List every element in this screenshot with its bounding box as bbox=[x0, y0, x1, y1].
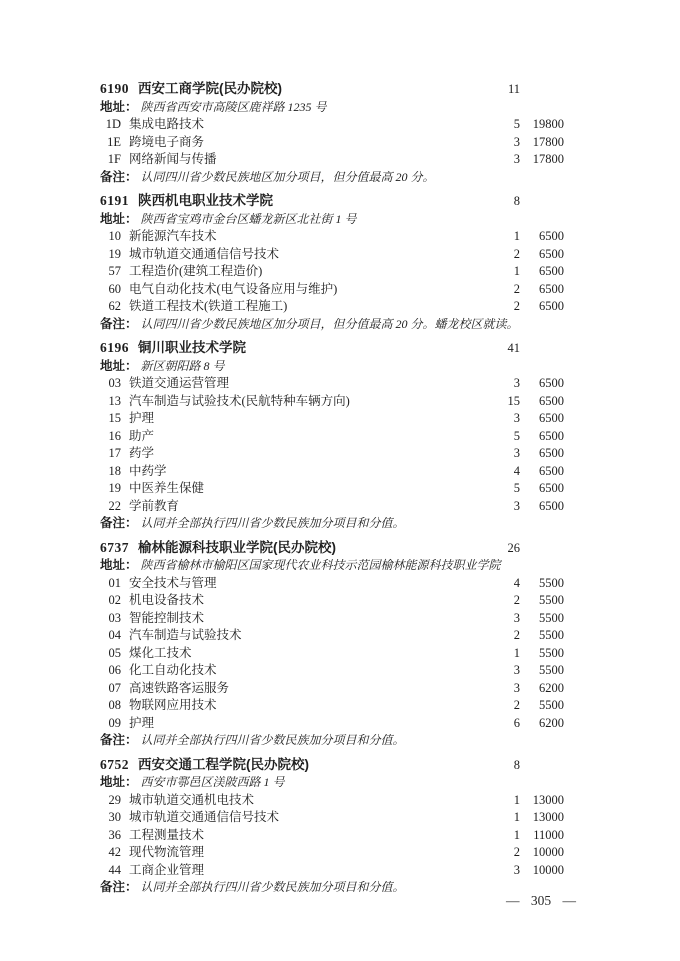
major-fee: 6500 bbox=[539, 446, 564, 460]
school-name: 陕西机电职业技术学院 bbox=[138, 193, 273, 208]
school-total-quota: 11 bbox=[507, 82, 520, 96]
school-block-6190 bbox=[100, 80, 564, 186]
major-name: 工程造价(建筑工程造价) bbox=[129, 264, 263, 278]
address-line bbox=[100, 557, 564, 575]
major-quota: 3 bbox=[513, 680, 520, 695]
major-fee: 19800 bbox=[532, 117, 564, 131]
note-line bbox=[100, 732, 564, 750]
major-quota: 1 bbox=[513, 827, 520, 842]
major-row bbox=[100, 393, 564, 411]
major-quota: 3 bbox=[513, 411, 520, 425]
major-code: 19 bbox=[108, 246, 121, 261]
major-fee: 6500 bbox=[539, 264, 564, 278]
major-code: 62 bbox=[108, 299, 121, 313]
major-name: 跨境电子商务 bbox=[129, 134, 205, 149]
note-line bbox=[100, 879, 564, 897]
major-name: 化工自动化技术 bbox=[129, 663, 217, 677]
major-fee: 5500 bbox=[539, 628, 564, 642]
major-fee: 6500 bbox=[539, 281, 564, 296]
school-header bbox=[100, 192, 564, 211]
major-row bbox=[100, 498, 564, 516]
major-code: 1E bbox=[107, 134, 121, 149]
major-code: 03 bbox=[108, 376, 121, 390]
major-fee: 5500 bbox=[539, 698, 564, 712]
major-row bbox=[100, 463, 564, 481]
major-code: 13 bbox=[108, 393, 121, 408]
major-quota: 3 bbox=[513, 862, 520, 877]
major-code: 22 bbox=[108, 498, 121, 513]
address-label: 地址： bbox=[100, 99, 138, 114]
note-line bbox=[100, 515, 564, 533]
major-row bbox=[100, 680, 564, 698]
major-name: 煤化工技术 bbox=[129, 645, 192, 660]
address-line bbox=[100, 774, 564, 792]
major-fee: 6500 bbox=[539, 393, 564, 408]
school-name: 西安工商学院(民办院校) bbox=[138, 81, 282, 96]
school-header bbox=[100, 539, 564, 558]
major-row bbox=[100, 610, 564, 628]
major-fee: 6500 bbox=[539, 376, 564, 390]
major-quota: 3 bbox=[513, 446, 520, 460]
major-name: 助产 bbox=[129, 428, 155, 443]
major-code: 01 bbox=[108, 575, 121, 590]
major-code: 30 bbox=[108, 810, 121, 824]
major-code: 03 bbox=[108, 610, 121, 625]
major-name: 汽车制造与试验技术 bbox=[129, 628, 242, 642]
major-code: 1D bbox=[105, 117, 121, 131]
school-code: 6752 bbox=[100, 756, 129, 772]
major-quota: 1 bbox=[513, 645, 520, 660]
major-fee: 10000 bbox=[532, 845, 564, 859]
major-name: 新能源汽车技术 bbox=[129, 229, 217, 243]
note-text: 认同四川省少数民族地区加分项目，但分值最高 20 分。 bbox=[140, 169, 435, 184]
major-code: 57 bbox=[108, 264, 121, 278]
major-quota: 4 bbox=[513, 575, 520, 590]
major-name: 中医养生保健 bbox=[129, 481, 205, 495]
major-row bbox=[100, 575, 564, 593]
major-fee: 10000 bbox=[532, 862, 564, 877]
major-name: 中药学 bbox=[129, 463, 167, 478]
major-quota: 1 bbox=[513, 810, 520, 824]
major-name: 城市轨道交通通信信号技术 bbox=[129, 246, 280, 261]
major-row bbox=[100, 844, 564, 862]
note-label: 备注： bbox=[100, 516, 138, 530]
major-name: 城市轨道交通通信信号技术 bbox=[129, 810, 280, 824]
major-row bbox=[100, 281, 564, 299]
major-fee: 5500 bbox=[539, 663, 564, 677]
major-code: 42 bbox=[108, 845, 121, 859]
major-row bbox=[100, 862, 564, 880]
major-fee: 5500 bbox=[539, 593, 564, 607]
address-label: 地址： bbox=[100, 358, 138, 373]
major-name: 物联网应用技术 bbox=[129, 698, 217, 712]
major-code: 08 bbox=[108, 698, 121, 712]
major-quota: 3 bbox=[513, 376, 520, 390]
school-header bbox=[100, 339, 564, 358]
major-quota: 3 bbox=[513, 498, 520, 513]
major-name: 机电设备技术 bbox=[129, 593, 205, 607]
major-name: 药学 bbox=[129, 446, 155, 460]
major-name: 铁道工程技术(铁道工程施工) bbox=[129, 299, 288, 313]
page-number: — 305 — bbox=[506, 893, 576, 908]
address-label: 地址： bbox=[100, 211, 138, 226]
school-total-quota: 8 bbox=[513, 757, 520, 772]
major-name: 高速铁路客运服务 bbox=[129, 680, 230, 695]
major-row bbox=[100, 428, 564, 446]
major-code: 19 bbox=[108, 481, 121, 495]
note-label: 备注： bbox=[100, 316, 138, 331]
school-name: 榆林能源科技职业学院(民办院校) bbox=[138, 539, 336, 555]
major-row bbox=[100, 592, 564, 610]
major-name: 智能控制技术 bbox=[129, 610, 205, 625]
major-code: 04 bbox=[108, 628, 121, 642]
major-code: 15 bbox=[108, 411, 121, 425]
major-quota: 3 bbox=[513, 663, 520, 677]
major-fee: 6500 bbox=[539, 481, 564, 495]
major-quota: 1 bbox=[513, 264, 520, 278]
address-label: 地址： bbox=[100, 558, 138, 572]
major-name: 网络新闻与传播 bbox=[129, 152, 217, 166]
note-label: 备注： bbox=[100, 733, 138, 747]
major-name: 汽车制造与试验技术(民航特种车辆方向) bbox=[129, 393, 350, 408]
note-text: 认同并全部执行四川省少数民族加分项目和分值。 bbox=[140, 516, 405, 530]
school-total-quota: 41 bbox=[507, 341, 520, 355]
address-label: 地址： bbox=[100, 775, 138, 789]
major-quota: 3 bbox=[513, 152, 520, 166]
major-quota: 2 bbox=[513, 845, 520, 859]
note-text: 认同并全部执行四川省少数民族加分项目和分值。 bbox=[140, 880, 405, 894]
address-line bbox=[100, 358, 564, 376]
major-quota: 15 bbox=[507, 393, 520, 408]
major-code: 06 bbox=[108, 663, 121, 677]
school-name: 西安交通工程学院(民办院校) bbox=[138, 756, 309, 772]
school-block-6191 bbox=[100, 192, 564, 333]
major-name: 城市轨道交通机电技术 bbox=[129, 792, 255, 807]
major-name: 工程测量技术 bbox=[129, 827, 205, 842]
address-text: 陕西省西安市高陵区鹿祥路 1235 号 bbox=[140, 99, 327, 114]
major-quota: 3 bbox=[513, 610, 520, 625]
school-code: 6191 bbox=[100, 193, 129, 208]
major-name: 安全技术与管理 bbox=[129, 575, 217, 590]
major-fee: 5500 bbox=[539, 575, 564, 590]
school-total-quota: 8 bbox=[513, 194, 520, 208]
major-quota: 2 bbox=[513, 593, 520, 607]
major-row bbox=[100, 827, 564, 845]
major-quota: 2 bbox=[513, 246, 520, 261]
major-code: 36 bbox=[108, 827, 121, 842]
address-line bbox=[100, 211, 564, 229]
school-code: 6737 bbox=[100, 539, 129, 555]
major-row bbox=[100, 246, 564, 264]
major-row bbox=[100, 627, 564, 645]
note-text: 认同四川省少数民族地区加分项目，但分值最高 20 分。蟠龙校区就读。 bbox=[140, 316, 519, 331]
major-fee: 13000 bbox=[532, 810, 564, 824]
major-row bbox=[100, 228, 564, 246]
major-row bbox=[100, 298, 564, 316]
address-text: 西安市鄠邑区渼陂西路 1 号 bbox=[140, 775, 285, 789]
major-name: 铁道交通运营管理 bbox=[129, 376, 230, 390]
major-row bbox=[100, 792, 564, 810]
major-row bbox=[100, 375, 564, 393]
major-fee: 6500 bbox=[539, 246, 564, 261]
major-row bbox=[100, 697, 564, 715]
major-quota: 5 bbox=[513, 428, 520, 443]
major-name: 护理 bbox=[129, 715, 155, 730]
major-quota: 5 bbox=[513, 481, 520, 495]
note-text: 认同并全部执行四川省少数民族加分项目和分值。 bbox=[140, 733, 405, 747]
note-line bbox=[100, 169, 564, 187]
major-fee: 11000 bbox=[533, 827, 564, 842]
major-fee: 17800 bbox=[532, 134, 564, 149]
major-code: 07 bbox=[108, 680, 121, 695]
major-fee: 17800 bbox=[532, 152, 564, 166]
school-block-6196 bbox=[100, 339, 564, 533]
major-name: 电气自动化技术(电气设备应用与维护) bbox=[129, 281, 338, 296]
school-header bbox=[100, 80, 564, 99]
major-fee: 6500 bbox=[539, 463, 564, 478]
major-quota: 1 bbox=[513, 792, 520, 807]
note-label: 备注： bbox=[100, 169, 138, 184]
major-code: 44 bbox=[108, 862, 121, 877]
major-name: 现代物流管理 bbox=[129, 845, 205, 859]
major-row bbox=[100, 410, 564, 428]
major-row bbox=[100, 445, 564, 463]
major-fee: 5500 bbox=[539, 610, 564, 625]
major-row bbox=[100, 662, 564, 680]
major-fee: 6200 bbox=[539, 680, 564, 695]
major-quota: 5 bbox=[513, 117, 520, 131]
major-fee: 6500 bbox=[539, 428, 564, 443]
major-row bbox=[100, 134, 564, 152]
major-quota: 6 bbox=[513, 715, 520, 730]
major-fee: 6500 bbox=[539, 411, 564, 425]
major-row bbox=[100, 480, 564, 498]
major-fee: 5500 bbox=[539, 645, 564, 660]
note-label: 备注： bbox=[100, 880, 138, 894]
major-row bbox=[100, 645, 564, 663]
major-fee: 6500 bbox=[539, 229, 564, 243]
note-line bbox=[100, 316, 564, 334]
major-code: 60 bbox=[108, 281, 121, 296]
major-name: 集成电路技术 bbox=[129, 117, 205, 131]
major-code: 29 bbox=[108, 792, 121, 807]
major-quota: 2 bbox=[513, 698, 520, 712]
major-fee: 13000 bbox=[532, 792, 564, 807]
address-line bbox=[100, 99, 564, 117]
major-name: 工商企业管理 bbox=[129, 862, 205, 877]
major-fee: 6500 bbox=[539, 299, 564, 313]
major-code: 09 bbox=[108, 715, 121, 730]
major-row bbox=[100, 116, 564, 134]
major-row bbox=[100, 151, 564, 169]
major-code: 1F bbox=[107, 152, 121, 166]
major-code: 17 bbox=[108, 446, 121, 460]
major-fee: 6200 bbox=[539, 715, 564, 730]
school-name: 铜川职业技术学院 bbox=[138, 340, 246, 355]
address-text: 陕西省榆林市榆阳区国家现代农业科技示范园榆林能源科技职业学院 bbox=[140, 558, 501, 572]
major-code: 05 bbox=[108, 645, 121, 660]
address-text: 陕西省宝鸡市金台区蟠龙新区北社街 1 号 bbox=[140, 211, 357, 226]
major-name: 学前教育 bbox=[129, 498, 180, 513]
major-quota: 4 bbox=[513, 463, 520, 478]
major-quota: 3 bbox=[513, 134, 520, 149]
major-quota: 2 bbox=[513, 281, 520, 296]
major-row bbox=[100, 809, 564, 827]
major-row bbox=[100, 263, 564, 281]
school-code: 6196 bbox=[100, 340, 129, 355]
major-code: 10 bbox=[108, 229, 121, 243]
school-total-quota: 26 bbox=[507, 540, 520, 555]
school-code: 6190 bbox=[100, 81, 129, 96]
major-quota: 2 bbox=[513, 299, 520, 313]
major-code: 02 bbox=[108, 593, 121, 607]
admission-plan-page bbox=[100, 80, 564, 903]
major-row bbox=[100, 715, 564, 733]
major-code: 18 bbox=[108, 463, 121, 478]
address-text: 新区朝阳路 8 号 bbox=[140, 358, 225, 373]
school-block-6737 bbox=[100, 539, 564, 750]
major-name: 护理 bbox=[129, 411, 155, 425]
school-block-6752 bbox=[100, 756, 564, 897]
school-header bbox=[100, 756, 564, 775]
major-quota: 1 bbox=[513, 229, 520, 243]
major-code: 16 bbox=[108, 428, 121, 443]
major-quota: 2 bbox=[513, 628, 520, 642]
major-fee: 6500 bbox=[539, 498, 564, 513]
